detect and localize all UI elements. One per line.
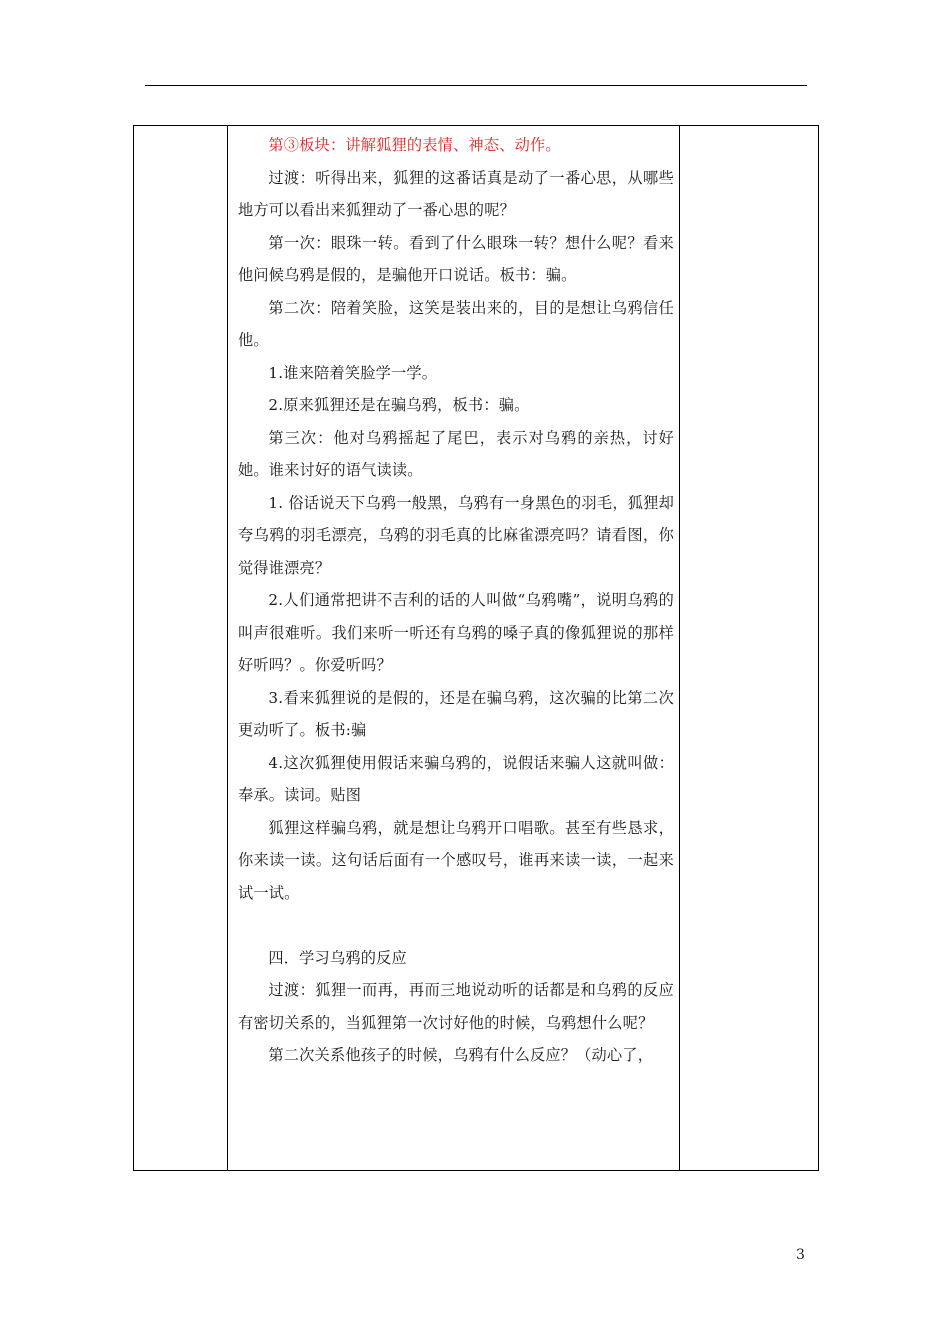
paragraph: 第一次：眼珠一转。看到了什么眼珠一转？想什么呢？看来他问候乌鸦是假的，是骗他开口说话。板书：骗。 [238, 233, 674, 284]
paragraph: 过渡：狐狸一而再，再而三地说动听的话都是和乌鸦的反应有密切关系的，当狐狸第一次讨好他的时候，乌鸦想什么呢？ [238, 981, 674, 1032]
paragraph: 狐狸这样骗乌鸦，就是想让乌鸦开口唱歌。甚至有些恳求，你来读一读。这句话后面有一个感叹号，谁再来读一读，一起来试一试。 [238, 818, 674, 902]
paragraph: 过渡：听得出来，狐狸的这番话真是动了一番心思，从哪些地方可以看出来狐狸动了一番心思的呢？ [238, 168, 674, 219]
table-right-column [679, 126, 818, 1170]
table-left-column [134, 126, 228, 1170]
paragraph: 2.原来狐狸还是在骗乌鸦，板书：骗。 [268, 396, 530, 414]
header-rule [145, 85, 807, 86]
paragraph: 4.这次狐狸使用假话来骗乌鸦的，说假话来骗人这就叫做：奉承。读词。贴图 [238, 753, 674, 804]
paragraph: 第二次关系他孩子的时候，乌鸦有什么反应？（动心了， [268, 1046, 654, 1064]
lesson-text [238, 129, 674, 1072]
page-number: 3 [796, 1247, 805, 1263]
paragraph: 3.看来狐狸说的是假的，还是在骗乌鸦，这次骗的比第二次更动听了。板书:骗 [238, 688, 674, 739]
paragraph: 2.人们通常把讲不吉利的话的人叫做“乌鸦嘴”，说明乌鸦的叫声很难听。我们来听一听还有乌鸦的嗓子真的像狐狸说的那样好听吗？。你爱听吗？ [238, 591, 674, 674]
section-title: 四．学习乌鸦的反应 [268, 948, 407, 967]
table-main-column [228, 126, 681, 1170]
paragraph: 第二次：陪着笑脸，这笑是装出来的，目的是想让乌鸦信任他。 [238, 298, 674, 349]
section-heading: 第③板块：讲解狐狸的表情、神态、动作。 [268, 136, 561, 154]
paragraph: 第三次：他对乌鸦摇起了尾巴，表示对乌鸦的亲热，讨好她。谁来讨好的语气读读。 [238, 428, 674, 479]
lesson-table [133, 125, 819, 1171]
paragraph: 1. 俗话说天下乌鸦一般黑，乌鸦有一身黑色的羽毛，狐狸却夸乌鸦的羽毛漂亮，乌鸦的羽毛真的比麻雀漂亮吗？请看图，你觉得谁漂亮？ [238, 493, 674, 577]
paragraph: 1.谁来陪着笑脸学一学。 [268, 363, 438, 382]
